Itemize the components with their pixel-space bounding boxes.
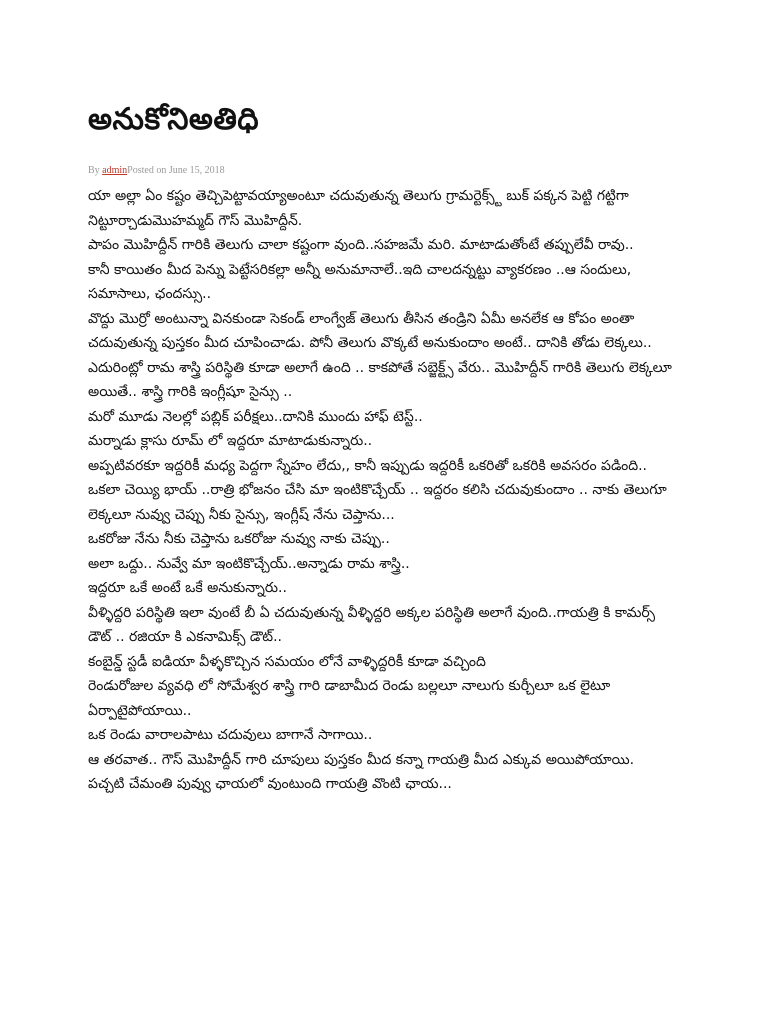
- paragraph: వీళ్ళిద్దరి పరిస్థితి ఇలా వుంటే బీ ఏ చదువుతున్న వీళ్ళిద్దరి అక్కల పరిస్థితి అలాగే వుంది..గాయత్రి కి కామర్స్ డౌట్ .. రజియా కి ఎకనామిక్స్ డౌట్..: [88, 604, 656, 645]
- paragraph: అలా ఒద్దు.. నువ్వే మా ఇంటికొచ్చేయ్..అన్నాడు రామ శాస్త్రి..: [88, 555, 410, 572]
- paragraph: ఒకరోజు నేను నీకు చెప్తాను ఒకరోజు నువ్వు నాకు చెప్పు..: [88, 531, 390, 547]
- paragraph: మరో మూడు నెలల్లో పబ్లిక్ పరీక్షలు..దానికి ముందు హాఫ్ టెస్ట్..: [88, 408, 423, 425]
- paragraph: పచ్చటి చేమంతి పువ్వు ఛాయలో వుంటుంది గాయత్రి వొంటి ఛాయ...: [88, 776, 452, 792]
- article-body: [88, 184, 678, 797]
- paragraph: ఇద్దరూ ఒకే అంటే ఒకే అనుకున్నారు..: [88, 580, 287, 596]
- article: [88, 100, 678, 797]
- paragraph: మర్నాడు క్లాసు రూమ్ లో ఇద్దరూ మాటాడుకున్నారు..: [88, 433, 373, 449]
- paragraph: ఎదురింట్లో రామ శాస్త్రి పరిస్థితి కూడా అలాగే ఉంది .. కాకపోతే సబ్జెక్ట్స్ వేరు.. మొహిద్దీన్ గారికి తెలుగు లెక్కలూ అయితే.. శాస్త్రి గారికి ఇంగ్లీషూ సైన్సు ..: [88, 359, 672, 400]
- paragraph: అప్పటివరకూ ఇద్దరికీ మధ్య పెద్దగా స్నేహం లేదు,, కానీ ఇప్పుడు ఇద్దరికీ ఒకరితో ఒకరికి అవసరం పడింది..: [88, 457, 647, 474]
- paragraph: ఒక రెండు వారాలపాటు చదువులు బాగానే సాగాయి..: [88, 727, 373, 743]
- article-byline: [88, 164, 678, 178]
- posted-date: Posted on June 15, 2018: [127, 165, 225, 176]
- author-link[interactable]: admin: [102, 165, 128, 176]
- paragraph: కంబైన్డ్ స్టడీ ఐడియా వీళ్ళకొచ్చిన సమయం లోనే వాళ్ళిద్దరికీ కూడా వచ్చింది: [88, 653, 486, 670]
- paragraph: వొద్దు మొర్రో అంటున్నా వినకుండా సెకండ్ లాంగ్వేజ్ తెలుగు తీసిన తండ్రిని ఏమీ అనలేక ఆ కోపం అంతా చదువుతున్న పుస్తకం మీద చూపించాడు. పోనీ తెలుగు వొక్కటే అనుకుందాం అంటే.. దానికి తోడు లెక్కలు..: [88, 310, 652, 351]
- article-title: అనుకోనిఅతిధి: [88, 102, 260, 137]
- paragraph: రెండురోజుల వ్యవధి లో సోమేశ్వర శాస్త్రి గారి డాబామీద రెండు బల్లలూ నాలుగు కుర్చీలూ ఒక లైటూ ఏర్పాటైపోయాయి..: [88, 678, 611, 719]
- paragraph: ఆ తరవాత.. గౌస్ మొహిద్దీన్ గారి చూపులు పుస్తకం మీద కన్నా గాయత్రి మీద ఎక్కువ అయిపోయాయి.: [88, 751, 635, 768]
- paragraph: కానీ కాయితం మీద పెన్ను పెట్టేసరికల్లా అన్నీ అనుమానాలే..ఇది చాలదన్నట్టు వ్యాకరణం ..ఆ సందులు, సమాసాలు, ఛందస్సు..: [88, 261, 632, 302]
- paragraph: యా అల్లా ఏం కష్టం తెచ్చిపెట్టావయ్యాఅంటూ చదువుతున్న తెలుగు గ్రామర్టెక్స్ట్ బుక్ పక్కన పెట్టి గట్టిగా నిట్టూర్చాడుమొహమ్మద్ గౌస్ మొహిద్దీన్.: [88, 188, 629, 229]
- byline-prefix: By: [88, 165, 103, 176]
- paragraph: పాపం మొహిద్దీన్ గారికి తెలుగు చాలా కష్టంగా వుంది..సహజమే మరి. మాటాడుతోంటే తప్పులేవీ రావు..: [88, 237, 634, 253]
- paragraph: ఒకలా చెయ్యి భాయ్ ..రాత్రి భోజనం చేసి మా ఇంటికొచ్చేయ్ .. ఇద్దరం కలిసి చదువుకుందాం .. నాకు తెలుగూ లెక్కలూ నువ్వు చెప్పు నీకు సైన్సు, ఇంగ్లీష్ నేను చెప్తాను...: [88, 482, 667, 523]
